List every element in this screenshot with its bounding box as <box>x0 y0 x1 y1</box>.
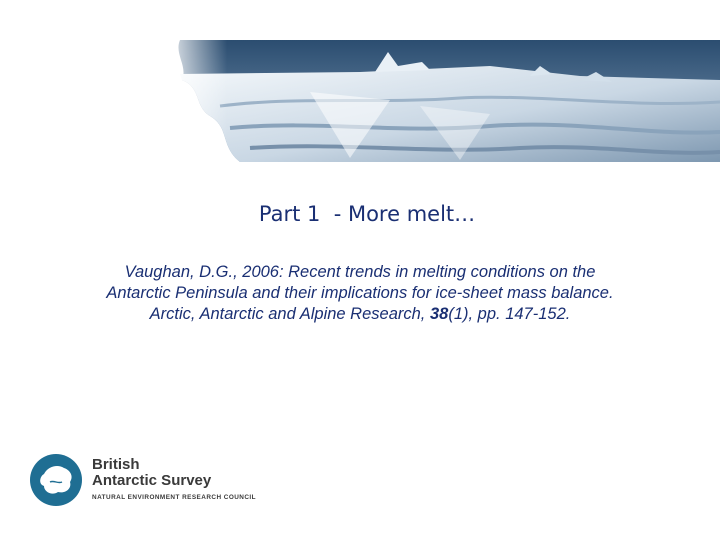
citation-line-3 <box>0 304 720 325</box>
antarctica-globe-icon <box>28 452 84 508</box>
logo-name-line-2: Antarctic Survey <box>92 472 212 489</box>
logo-name-line-1: British <box>92 456 140 473</box>
slide-title: Part 1 - More melt… <box>258 202 476 226</box>
citation <box>0 262 720 325</box>
ice-landscape-banner <box>160 36 720 168</box>
citation-pages: (1), pp. 147-152. <box>448 305 571 323</box>
logo-council-text: NATURAL ENVIRONMENT RESEARCH COUNCIL <box>92 494 257 501</box>
citation-journal: Arctic, Antarctic and Alpine Research, <box>149 305 430 323</box>
logo-wordmark <box>92 457 211 489</box>
citation-volume: 38 <box>429 305 449 323</box>
bas-logo <box>28 452 268 508</box>
citation-line-1: Vaughan, D.G., 2006: Recent trends in melting conditions on the <box>124 263 596 281</box>
citation-line-2: Antarctic Peninsula and their implications for ice-sheet mass balance. <box>106 284 614 302</box>
